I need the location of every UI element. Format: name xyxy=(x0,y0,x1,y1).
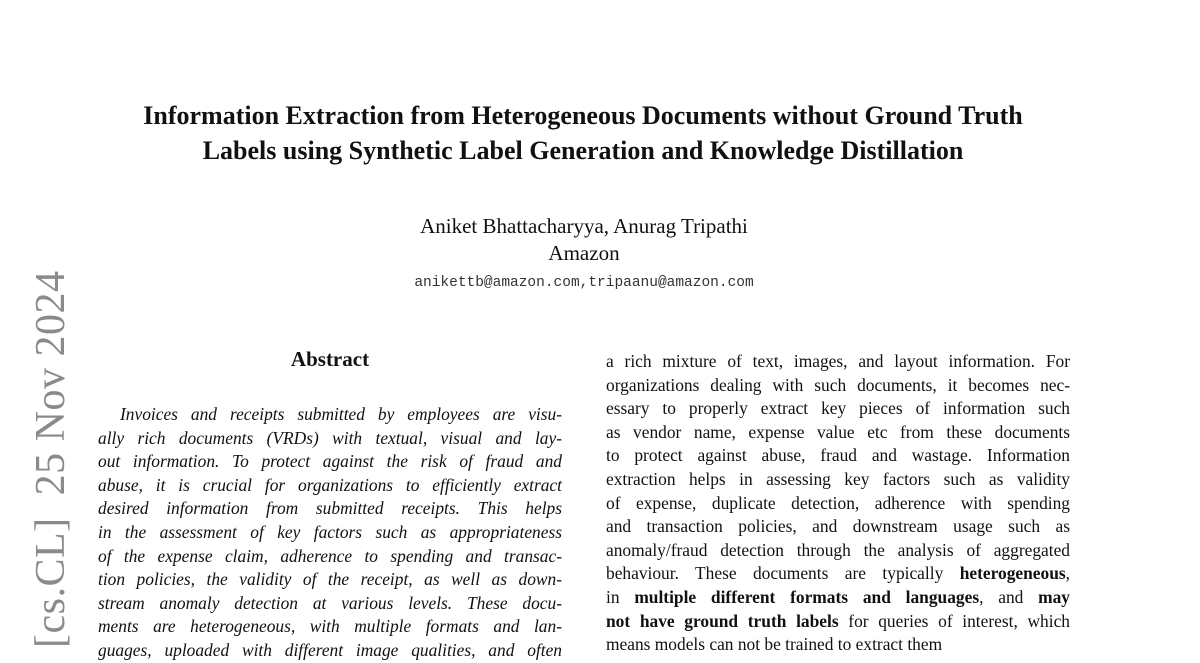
intro-line: essary to properly extract key pieces of information such xyxy=(606,398,1070,419)
intro-line: a rich mixture of text, images, and layout information. For xyxy=(606,351,1070,371)
author-affiliation: Amazon xyxy=(548,241,620,265)
intro-line xyxy=(606,562,1070,586)
intro-bold-text: multiple different formats and languages xyxy=(634,586,980,607)
intro-line: of expense, duplicate detection, adherence with spending xyxy=(606,492,1070,513)
abstract-line: guages, uploaded with different image qualities, and often xyxy=(98,639,562,660)
intro-line: to protect against abuse, fraud and wastage. Information xyxy=(606,445,1070,466)
intro-text: for queries of interest, which xyxy=(838,610,1070,631)
title-line-2: Labels using Synthetic Label Generation and Knowledge Distillation xyxy=(202,136,964,165)
author-names: Aniket Bhattacharyya, Anurag Tripathi xyxy=(420,214,748,238)
abstract-line: desired information from submitted receipts. This helps xyxy=(98,498,562,519)
intro-line: means models can not be trained to extract them xyxy=(606,634,943,655)
intro-line: extraction helps in assessing key factors such as validity xyxy=(606,468,1070,489)
intro-text: behaviour. These documents are typically xyxy=(606,563,960,584)
intro-text: , and xyxy=(979,586,1039,607)
intro-text: in xyxy=(606,586,635,607)
author-block xyxy=(284,213,884,267)
intro-line: organizations dealing with such documents, it becomes nec- xyxy=(606,374,1070,395)
abstract-line: tion policies, the validity of the receipt, as well as down- xyxy=(98,569,562,590)
abstract-body xyxy=(98,403,562,663)
intro-bold-text: heterogeneous xyxy=(959,563,1066,584)
abstract-heading: Abstract xyxy=(290,347,370,371)
intro-bold-text: not have ground truth labels xyxy=(606,610,839,631)
intro-bold-text: may xyxy=(1038,586,1071,607)
abstract-line: in the assessment of key factors such as appropriateness xyxy=(98,521,562,542)
intro-text: , xyxy=(1065,563,1070,584)
abstract-line: Invoices and receipts submitted by employees are visu- xyxy=(120,404,562,424)
title-line-1: Information Extraction from Heterogeneous Documents without Ground Truth xyxy=(143,101,1023,130)
abstract-line: abuse, it is crucial for organizations to efficiently extract xyxy=(98,474,562,495)
intro-line: as vendor name, expense value etc from these documents xyxy=(606,421,1070,442)
intro-line: anomaly/fraud detection through the analysis of aggregated xyxy=(606,539,1070,560)
arxiv-stamp xyxy=(26,271,76,648)
abstract-line: stream anomaly detection at various levels. These docu- xyxy=(98,592,562,613)
intro-line xyxy=(606,586,1070,610)
abstract-line: out information. To protect against the risk of fraud and xyxy=(98,451,562,472)
abstract-line: ally rich documents (VRDs) with textual, visual and lay- xyxy=(98,427,562,448)
abstract-line: of the expense claim, adherence to spending and transac- xyxy=(98,545,562,566)
abstract-line: ments are heterogeneous, with multiple formats and lan- xyxy=(98,616,562,637)
intro-line: and transaction policies, and downstream usage such as xyxy=(606,516,1070,537)
arxiv-date: 25 Nov 2024 xyxy=(28,270,74,496)
intro-line xyxy=(606,610,1070,634)
paper-title xyxy=(60,98,1106,168)
author-emails[interactable]: anikettb@amazon.com,tripaanu@amazon.com xyxy=(414,275,754,291)
intro-column xyxy=(606,350,1070,657)
arxiv-category: [cs.CL] xyxy=(28,517,74,648)
